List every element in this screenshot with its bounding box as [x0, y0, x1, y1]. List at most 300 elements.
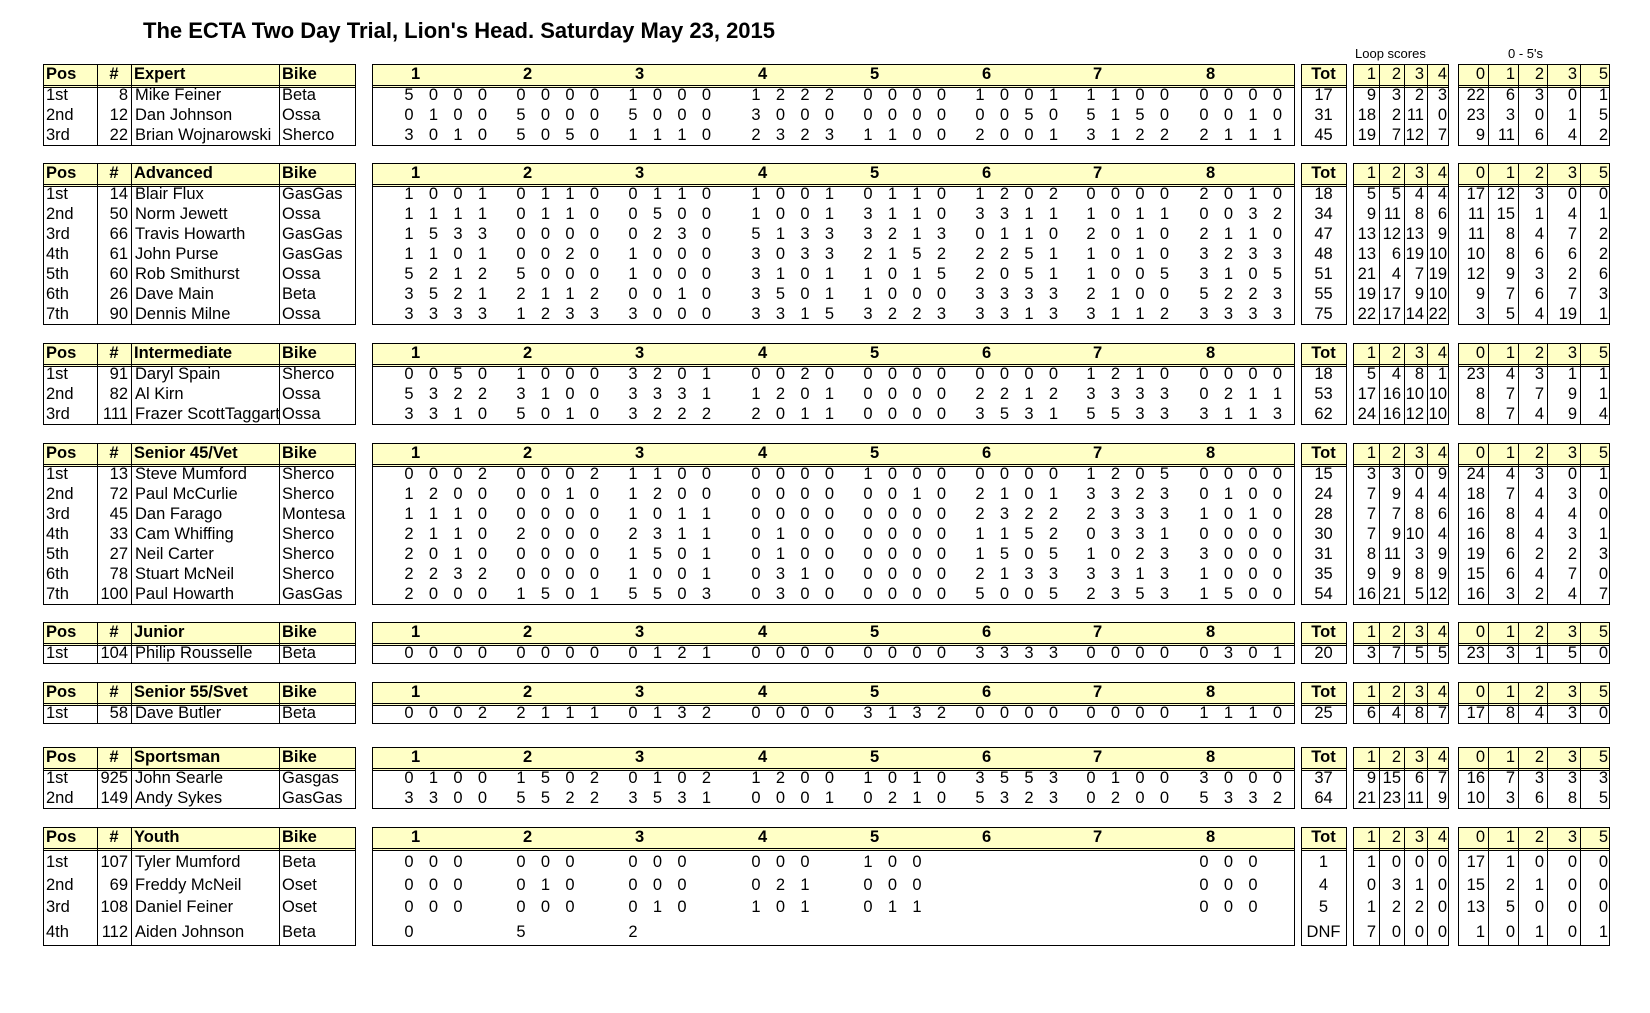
section-score: 3 [863, 305, 873, 323]
section-scores-table [372, 343, 1295, 425]
section-header-8: 8 [1206, 828, 1216, 846]
section-score: 1 [453, 405, 463, 423]
rider-name: Brian Wojnarowski [135, 126, 272, 144]
loop-header-3: 3 [1414, 683, 1424, 701]
fives-header-4: 5 [1598, 444, 1608, 462]
rider-total: 35 [1314, 565, 1333, 583]
section-score: 0 [1135, 285, 1145, 303]
section-score: 1 [800, 565, 810, 583]
column-divider [131, 65, 132, 145]
section-score: 3 [1159, 585, 1170, 603]
section-score: 2 [999, 385, 1010, 403]
section-score: 0 [453, 644, 463, 662]
section-score: 1 [1086, 245, 1096, 263]
section-score: 0 [1272, 485, 1283, 503]
section-score: 3 [677, 789, 687, 807]
section-score: 0 [1159, 789, 1170, 807]
section-score: 0 [565, 465, 575, 483]
section-header-5: 5 [870, 683, 880, 701]
section-header-8: 8 [1206, 444, 1216, 462]
rider-total: 62 [1314, 405, 1333, 423]
section-score: 1 [1159, 205, 1170, 223]
fives-count: 1 [1598, 465, 1608, 483]
section-score: 5 [428, 285, 439, 303]
fives-count: 24 [1466, 465, 1485, 483]
section-score: 0 [652, 245, 663, 263]
loop-score: 9 [1366, 565, 1376, 583]
fives-count: 6 [1598, 265, 1608, 283]
loop-score: 21 [1382, 585, 1401, 603]
section-score: 0 [589, 545, 600, 563]
section-score: 2 [936, 704, 947, 722]
section-score: 2 [1135, 126, 1145, 144]
loop-header-4: 4 [1437, 344, 1447, 362]
rider-name: Dave Butler [135, 704, 222, 722]
section-score: 0 [936, 769, 947, 787]
section-score: 0 [516, 225, 526, 243]
fives-count: 7 [1505, 385, 1515, 403]
section-score: 0 [887, 465, 898, 483]
total-table [1301, 747, 1347, 809]
loop-score: 12 [1382, 225, 1401, 243]
section-score: 3 [775, 565, 786, 583]
section-score: 0 [824, 525, 835, 543]
fives-count: 5 [1598, 106, 1608, 124]
section-score: 3 [428, 405, 439, 423]
section-score: 0 [912, 465, 922, 483]
section-score: 3 [1199, 769, 1209, 787]
section-score: 2 [652, 405, 663, 423]
section-score: 0 [540, 898, 551, 916]
section-score: 2 [863, 245, 873, 263]
fives-table [1458, 747, 1610, 809]
class-name-header: Junior [134, 623, 185, 641]
fives-count: 1 [1567, 106, 1577, 124]
section-score: 1 [404, 245, 414, 263]
section-score: 1 [652, 185, 663, 203]
fives-header-0: 0 [1475, 748, 1485, 766]
section-score: 0 [775, 245, 786, 263]
fives-count: 0 [1567, 923, 1577, 941]
loop-score: 9 [1414, 285, 1424, 303]
loop-score: 6 [1366, 704, 1376, 722]
rider-bike: Sherco [282, 545, 335, 563]
section-score: 0 [565, 644, 575, 662]
rider-bike: Beta [282, 704, 316, 722]
fives-count: 0 [1598, 485, 1608, 503]
rider-number: 13 [109, 465, 128, 483]
fives-table [1458, 622, 1610, 664]
section-header-8: 8 [1206, 344, 1216, 362]
section-score: 3 [628, 405, 638, 423]
section-score: 0 [1024, 365, 1034, 383]
section-score: 0 [404, 923, 414, 941]
section-score: 0 [936, 185, 947, 203]
section-score: 5 [1135, 585, 1145, 603]
section-score: 0 [1135, 185, 1145, 203]
section-score: 0 [975, 225, 985, 243]
fives-count: 23 [1466, 106, 1485, 124]
section-header-8: 8 [1206, 65, 1216, 83]
bike-header: Bike [282, 164, 317, 182]
fives-table [1458, 64, 1610, 146]
section-score: 0 [1159, 285, 1170, 303]
class-info-table [43, 682, 356, 724]
fives-header-3: 3 [1567, 623, 1577, 641]
section-score: 0 [1159, 644, 1170, 662]
rider-bike: Ossa [282, 405, 321, 423]
fives-count: 16 [1466, 769, 1485, 787]
rider-bike: Ossa [282, 205, 321, 223]
rider-number: 104 [100, 644, 128, 662]
loop-score: 13 [1405, 225, 1424, 243]
section-score: 0 [800, 106, 810, 124]
loop-header-1: 1 [1366, 748, 1376, 766]
section-score: 2 [516, 525, 526, 543]
section-score: 1 [1248, 106, 1258, 124]
section-score: 0 [404, 876, 414, 894]
section-header-6: 6 [982, 623, 992, 641]
rider-number: 27 [109, 545, 128, 563]
rider-position: 2nd [46, 876, 74, 894]
section-score: 5 [428, 225, 439, 243]
section-score: 1 [701, 505, 712, 523]
section-scores-table [372, 443, 1295, 605]
fives-header-0: 0 [1475, 623, 1485, 641]
section-score: 2 [589, 789, 600, 807]
rider-name: Dave Main [135, 285, 214, 303]
section-score: 1 [677, 126, 687, 144]
section-score: 2 [701, 405, 712, 423]
section-score: 0 [863, 485, 873, 503]
section-score: 0 [863, 405, 873, 423]
section-score: 3 [1159, 505, 1170, 523]
loop-score: 11 [1406, 789, 1424, 807]
section-score: 0 [1272, 225, 1283, 243]
section-header-1: 1 [411, 683, 421, 701]
fives-count: 2 [1505, 876, 1515, 894]
column-divider [279, 65, 280, 145]
rider-name: Mike Feiner [135, 86, 222, 104]
section-score: 0 [565, 876, 575, 894]
section-score: 0 [1223, 365, 1234, 383]
section-score: 5 [652, 585, 663, 603]
section-score: 0 [824, 704, 835, 722]
fives-count: 6 [1567, 245, 1577, 263]
loop-score: 0 [1414, 853, 1424, 871]
rider-position: 1st [46, 704, 69, 722]
fives-header-1: 1 [1505, 65, 1515, 83]
section-score: 0 [453, 465, 463, 483]
rider-bike: Beta [282, 923, 316, 941]
section-score: 0 [912, 86, 922, 104]
section-score: 0 [540, 365, 551, 383]
fives-count: 1 [1534, 644, 1544, 662]
section-score: 1 [912, 898, 922, 916]
loop-score: 12 [1405, 405, 1424, 423]
section-score: 3 [751, 265, 761, 283]
section-score: 1 [404, 505, 414, 523]
section-score: 1 [912, 225, 922, 243]
section-score: 0 [589, 385, 600, 403]
section-score: 3 [1248, 245, 1258, 263]
total-table [1301, 163, 1347, 325]
rider-number: 90 [109, 305, 128, 323]
section-score: 5 [628, 106, 638, 124]
loop-score: 8 [1414, 205, 1424, 223]
section-score: 5 [1024, 245, 1034, 263]
section-score: 0 [1223, 106, 1234, 124]
section-score: 0 [912, 505, 922, 523]
section-score: 1 [1248, 704, 1258, 722]
section-score: 0 [1110, 644, 1121, 662]
section-score: 0 [936, 385, 947, 403]
fives-count: 19 [1466, 545, 1485, 563]
section-score: 1 [912, 789, 922, 807]
fives-header-1: 1 [1505, 748, 1515, 766]
rider-total: 5 [1318, 898, 1329, 916]
column-divider [131, 444, 132, 604]
section-score: 0 [936, 505, 947, 523]
section-score: 0 [428, 545, 439, 563]
section-score: 0 [1248, 545, 1258, 563]
column-divider [279, 748, 280, 808]
loop-score: 5 [1437, 644, 1447, 662]
loop-score: 0 [1391, 923, 1401, 941]
section-score: 2 [1110, 789, 1121, 807]
loop-header-3: 3 [1414, 344, 1424, 362]
loop-header-1: 1 [1366, 444, 1376, 462]
class-name-header: Senior 45/Vet [134, 444, 238, 462]
section-score: 5 [1024, 265, 1034, 283]
section-header-6: 6 [982, 164, 992, 182]
section-score: 0 [540, 405, 551, 423]
fives-count: 6 [1534, 285, 1544, 303]
section-score: 0 [1159, 185, 1170, 203]
loop-score: 2 [1414, 86, 1424, 104]
section-score: 0 [824, 106, 835, 124]
rider-position: 1st [46, 185, 69, 203]
section-score: 0 [1048, 365, 1059, 383]
loop-score: 5 [1414, 585, 1424, 603]
section-score: 0 [887, 285, 898, 303]
section-score: 2 [589, 769, 600, 787]
section-score: 0 [936, 405, 947, 423]
loop-scores-table [1353, 682, 1449, 724]
section-scores-table [372, 827, 1295, 946]
section-score: 1 [1223, 405, 1234, 423]
section-score: 1 [751, 769, 761, 787]
fives-count: 0 [1534, 898, 1544, 916]
section-score: 0 [589, 205, 600, 223]
fives-header-3: 3 [1567, 683, 1577, 701]
section-score: 1 [824, 285, 835, 303]
fives-count: 1 [1567, 365, 1577, 383]
section-score: 3 [428, 305, 439, 323]
section-score: 0 [800, 505, 810, 523]
section-header-4: 4 [758, 683, 768, 701]
section-score: 0 [1199, 525, 1209, 543]
section-score: 0 [589, 365, 600, 383]
bike-header: Bike [282, 623, 317, 641]
section-score: 2 [677, 405, 687, 423]
fives-count: 0 [1598, 505, 1608, 523]
section-score: 1 [975, 86, 985, 104]
section-score: 1 [751, 205, 761, 223]
fives-table [1458, 443, 1610, 605]
section-score: 0 [824, 465, 835, 483]
rider-bike: Ossa [282, 305, 321, 323]
loop-score: 11 [1406, 106, 1424, 124]
fives-count: 0 [1505, 923, 1515, 941]
loop-score: 10 [1428, 385, 1447, 403]
section-header-7: 7 [1093, 65, 1103, 83]
section-score: 1 [540, 185, 551, 203]
loop-score: 21 [1357, 789, 1376, 807]
section-score: 0 [628, 205, 638, 223]
fives-count: 2 [1534, 585, 1544, 603]
section-score: 5 [824, 305, 835, 323]
section-header-4: 4 [758, 828, 768, 846]
section-score: 1 [516, 305, 526, 323]
section-score: 1 [1199, 505, 1209, 523]
section-score: 0 [701, 285, 712, 303]
rider-bike: Sherco [282, 365, 335, 383]
rider-bike: Sherco [282, 126, 335, 144]
rider-total: 4 [1318, 876, 1329, 894]
section-score: 3 [863, 205, 873, 223]
fives-count: 4 [1567, 205, 1577, 223]
section-score: 0 [1248, 485, 1258, 503]
class-info-table [43, 163, 356, 325]
section-score: 1 [516, 365, 526, 383]
section-header-5: 5 [870, 164, 880, 182]
section-score: 1 [428, 525, 439, 543]
num-header: # [109, 748, 119, 766]
section-score: 0 [453, 853, 463, 871]
section-score: 0 [428, 853, 439, 871]
fives-header-4: 5 [1598, 623, 1608, 641]
loop-score: 9 [1391, 485, 1401, 503]
section-header-6: 6 [982, 65, 992, 83]
section-score: 2 [589, 465, 600, 483]
section-score: 3 [1159, 565, 1170, 583]
section-score: 3 [936, 305, 947, 323]
fives-count: 11 [1467, 225, 1485, 243]
section-score: 2 [477, 385, 488, 403]
fives-count: 3 [1534, 769, 1544, 787]
fives-header-3: 3 [1567, 828, 1577, 846]
section-score: 3 [1024, 644, 1034, 662]
section-score: 3 [404, 305, 414, 323]
section-score: 1 [565, 704, 575, 722]
section-score: 0 [936, 106, 947, 124]
loop-score: 5 [1366, 185, 1376, 203]
section-score: 0 [1159, 769, 1170, 787]
section-score: 0 [516, 185, 526, 203]
fives-header-0: 0 [1475, 444, 1485, 462]
section-score: 0 [912, 126, 922, 144]
section-score: 0 [775, 185, 786, 203]
section-score: 3 [1086, 385, 1096, 403]
total-header: Tot [1311, 344, 1336, 362]
section-score: 1 [628, 465, 638, 483]
fives-count: 3 [1505, 644, 1515, 662]
section-score: 3 [589, 305, 600, 323]
section-header-7: 7 [1093, 683, 1103, 701]
section-score: 0 [677, 485, 687, 503]
section-score: 0 [936, 585, 947, 603]
section-score: 0 [887, 769, 898, 787]
section-header-8: 8 [1206, 623, 1216, 641]
section-score: 1 [453, 205, 463, 223]
fives-count: 1 [1598, 205, 1608, 223]
section-score: 3 [516, 385, 526, 403]
section-score: 5 [775, 285, 786, 303]
section-score: 0 [936, 485, 947, 503]
section-score: 0 [999, 465, 1010, 483]
section-score: 0 [1086, 644, 1096, 662]
section-score: 0 [1086, 769, 1096, 787]
section-score: 0 [589, 525, 600, 543]
section-score: 0 [589, 86, 600, 104]
fives-count: 2 [1598, 225, 1608, 243]
section-score: 1 [677, 185, 687, 203]
section-score: 0 [540, 545, 551, 563]
rider-name: Stuart McNeil [135, 565, 235, 583]
fives-count: 3 [1505, 106, 1515, 124]
section-score: 0 [589, 485, 600, 503]
section-score: 2 [1199, 185, 1209, 203]
section-header-1: 1 [411, 444, 421, 462]
loop-score: 16 [1382, 385, 1401, 403]
section-score: 2 [477, 565, 488, 583]
fives-count: 8 [1567, 789, 1577, 807]
fives-count: 3 [1505, 585, 1515, 603]
section-score: 1 [404, 485, 414, 503]
section-score: 0 [404, 365, 414, 383]
rider-total: 15 [1314, 465, 1333, 483]
loop-score: 19 [1357, 285, 1376, 303]
section-score: 3 [1048, 644, 1059, 662]
section-header-7: 7 [1093, 748, 1103, 766]
loop-scores-table [1353, 64, 1449, 146]
rider-name: Freddy McNeil [135, 876, 242, 894]
section-score: 0 [975, 704, 985, 722]
section-header-3: 3 [635, 828, 645, 846]
rider-total: 47 [1314, 225, 1333, 243]
section-score: 1 [999, 565, 1010, 583]
section-score: 1 [824, 185, 835, 203]
section-score: 2 [975, 385, 985, 403]
section-score: 0 [652, 106, 663, 124]
section-score: 1 [1135, 245, 1145, 263]
bike-header: Bike [282, 683, 317, 701]
fives-count: 3 [1567, 485, 1577, 503]
section-score: 0 [589, 225, 600, 243]
section-score: 5 [1199, 789, 1209, 807]
fives-count: 1 [1598, 305, 1608, 323]
fives-count: 8 [1505, 525, 1515, 543]
section-score: 1 [540, 385, 551, 403]
loop-score: 0 [1437, 876, 1447, 894]
section-score: 3 [1048, 769, 1059, 787]
section-score: 0 [1248, 898, 1258, 916]
section-score: 1 [404, 185, 414, 203]
fives-count: 7 [1505, 769, 1515, 787]
section-score: 0 [999, 585, 1010, 603]
section-header-1: 1 [411, 344, 421, 362]
